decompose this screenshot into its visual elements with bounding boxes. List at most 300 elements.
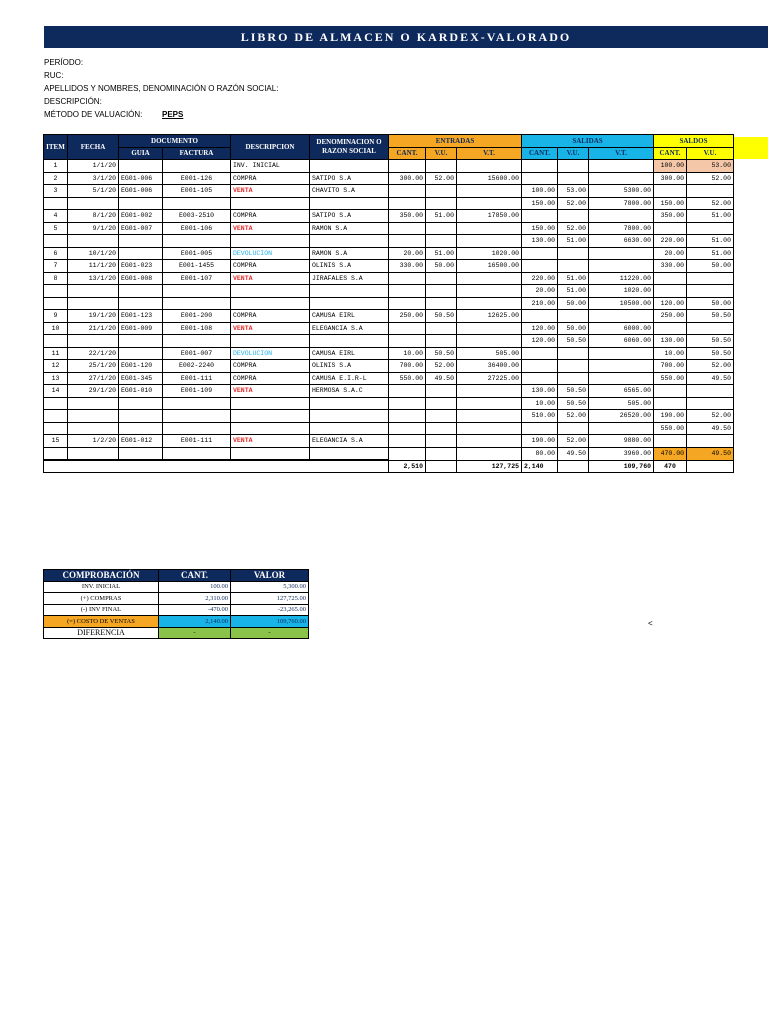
cell-item bbox=[44, 447, 68, 460]
cell-entradas-vu: 49.50 bbox=[426, 372, 457, 385]
cell-fecha: 3/1/20 bbox=[68, 172, 119, 185]
cell-guia bbox=[119, 447, 163, 460]
comprobacion-valor: 127,725.00 bbox=[231, 593, 309, 605]
cell-descripcion bbox=[231, 410, 310, 423]
cell-guia: EG01-012 bbox=[119, 435, 163, 448]
header-salidas: SALIDAS bbox=[522, 135, 654, 148]
cell-factura: E001-109 bbox=[163, 385, 231, 398]
cell-descripcion bbox=[231, 422, 310, 435]
cell-salidas-vu: 51.00 bbox=[558, 235, 589, 248]
cell-fecha: 1/2/20 bbox=[68, 435, 119, 448]
cell-entradas-vu bbox=[426, 297, 457, 310]
cell-guia bbox=[119, 285, 163, 298]
cell-guia: EG01-007 bbox=[119, 222, 163, 235]
cell-descripcion bbox=[231, 197, 310, 210]
metodo-label: MÉTODO DE VALUACIÓN: bbox=[44, 110, 143, 119]
cell-salidas-cant bbox=[522, 247, 558, 260]
cell-item bbox=[44, 397, 68, 410]
cell-entradas-cant bbox=[389, 422, 426, 435]
cell-factura bbox=[163, 335, 231, 348]
cell-entradas-cant: 350.00 bbox=[389, 210, 426, 223]
cell-entradas-vu bbox=[426, 447, 457, 460]
cell-factura: E001-005 bbox=[163, 247, 231, 260]
cell-fecha: 21/1/20 bbox=[68, 322, 119, 335]
cell-saldos-cant bbox=[654, 322, 687, 335]
cell-item bbox=[44, 297, 68, 310]
stray-caret: < bbox=[648, 619, 653, 628]
cell-item: 5 bbox=[44, 222, 68, 235]
cell-salidas-vt bbox=[589, 360, 654, 373]
cell-entradas-vt bbox=[457, 335, 522, 348]
table-row bbox=[44, 447, 734, 460]
cell-entradas-vt bbox=[457, 160, 522, 173]
cell-saldos-vu: 50.50 bbox=[687, 310, 734, 323]
cell-item: 8 bbox=[44, 272, 68, 285]
header-documento: DOCUMENTO bbox=[119, 135, 231, 148]
header-saldos-vu: V.U. bbox=[687, 147, 734, 160]
cell-salidas-vt bbox=[589, 160, 654, 173]
cell-saldos-vu bbox=[687, 272, 734, 285]
cell-salidas-vu: 50.50 bbox=[558, 397, 589, 410]
cell-entradas-vt bbox=[457, 297, 522, 310]
cell-salidas-vu: 52.00 bbox=[558, 222, 589, 235]
cell-salidas-cant: 130.00 bbox=[522, 235, 558, 248]
cell-descripcion: COMPRA bbox=[231, 372, 310, 385]
cell-factura: E001-126 bbox=[163, 172, 231, 185]
cell-guia bbox=[119, 335, 163, 348]
table-row bbox=[44, 322, 734, 335]
cell-razon-social: JIRAFALES S.A bbox=[310, 272, 389, 285]
cell-entradas-cant bbox=[389, 322, 426, 335]
cell-saldos-vu: 49.50 bbox=[687, 422, 734, 435]
cell-salidas-vt: 6630.00 bbox=[589, 235, 654, 248]
cell-salidas-cant: 220.00 bbox=[522, 272, 558, 285]
cell-entradas-vu bbox=[426, 385, 457, 398]
kardex-table bbox=[43, 134, 734, 473]
cell-saldos-cant: 120.00 bbox=[654, 297, 687, 310]
cell-entradas-cant bbox=[389, 447, 426, 460]
table-row bbox=[44, 235, 734, 248]
cell-razon-social: CAMUSA EIRL bbox=[310, 310, 389, 323]
header-salidas-vu: V.U. bbox=[558, 147, 589, 160]
cell-saldos-cant: 300.00 bbox=[654, 172, 687, 185]
cell-saldos-cant: 190.00 bbox=[654, 410, 687, 423]
cell-saldos-vu: 53.00 bbox=[687, 160, 734, 173]
cell-entradas-vu: 50.00 bbox=[426, 260, 457, 273]
cell-entradas-vt bbox=[457, 397, 522, 410]
cell-saldos-cant bbox=[654, 285, 687, 298]
cell-salidas-vu bbox=[558, 347, 589, 360]
cell-saldos-cant: 220.00 bbox=[654, 235, 687, 248]
cell-entradas-vu bbox=[426, 197, 457, 210]
table-row bbox=[44, 372, 734, 385]
cell-salidas-vu: 51.00 bbox=[558, 272, 589, 285]
table-row bbox=[44, 160, 734, 173]
cell-fecha: 9/1/20 bbox=[68, 222, 119, 235]
cell-factura: E001-1455 bbox=[163, 260, 231, 273]
cell-saldos-cant bbox=[654, 435, 687, 448]
costo-ventas-row bbox=[44, 616, 309, 628]
cell-factura: E001-106 bbox=[163, 222, 231, 235]
cell-guia: EG01-345 bbox=[119, 372, 163, 385]
cell-entradas-vu bbox=[426, 222, 457, 235]
cell-entradas-cant bbox=[389, 385, 426, 398]
cell-descripcion: VENTA bbox=[231, 322, 310, 335]
cell-salidas-cant bbox=[522, 372, 558, 385]
cell-salidas-vu: 49.50 bbox=[558, 447, 589, 460]
cell-razon-social bbox=[310, 160, 389, 173]
cell-salidas-vt bbox=[589, 260, 654, 273]
cell-entradas-vt bbox=[457, 197, 522, 210]
cell-guia: EG01-006 bbox=[119, 185, 163, 198]
cell-saldos-vu bbox=[687, 222, 734, 235]
cell-item: 9 bbox=[44, 310, 68, 323]
cell-saldos-cant: 330.00 bbox=[654, 260, 687, 273]
cell-fecha bbox=[68, 335, 119, 348]
cell-descripcion: VENTA bbox=[231, 435, 310, 448]
diferencia-label: DIFERENCIA bbox=[44, 627, 159, 639]
cell-factura: E001-200 bbox=[163, 310, 231, 323]
comprobacion-valor: -23,265.00 bbox=[231, 604, 309, 616]
cell-item: 7 bbox=[44, 260, 68, 273]
cell-salidas-vt bbox=[589, 422, 654, 435]
cell-entradas-cant bbox=[389, 197, 426, 210]
comprobacion-label: (=) COSTO DE VENTAS bbox=[44, 616, 159, 628]
cell-saldos-vu bbox=[687, 322, 734, 335]
cell-razon-social: ELEGANCIA S.A bbox=[310, 435, 389, 448]
header-fecha: FECHA bbox=[68, 135, 119, 160]
cell-entradas-vt: 17850.00 bbox=[457, 210, 522, 223]
cell-razon-social bbox=[310, 335, 389, 348]
cell-entradas-vu bbox=[426, 322, 457, 335]
cell-saldos-cant bbox=[654, 222, 687, 235]
cell-descripcion: VENTA bbox=[231, 185, 310, 198]
total-entradas-vt: 127,725 bbox=[457, 460, 522, 473]
cell-salidas-vu: 52.00 bbox=[558, 197, 589, 210]
cell-salidas-cant bbox=[522, 172, 558, 185]
table-row bbox=[44, 310, 734, 323]
cell-item: 3 bbox=[44, 185, 68, 198]
diferencia-cant: - bbox=[159, 627, 231, 639]
cell-razon-social: RAMON S.A bbox=[310, 222, 389, 235]
header-saldos: SALDOS bbox=[654, 135, 734, 148]
cell-saldos-vu: 50.00 bbox=[687, 297, 734, 310]
cell-entradas-cant bbox=[389, 272, 426, 285]
cell-guia bbox=[119, 235, 163, 248]
cell-guia bbox=[119, 297, 163, 310]
cell-entradas-cant: 20.00 bbox=[389, 247, 426, 260]
header-entradas-vu: V.U. bbox=[426, 147, 457, 160]
cell-salidas-vt bbox=[589, 172, 654, 185]
cell-salidas-cant bbox=[522, 347, 558, 360]
cell-entradas-vt: 16500.00 bbox=[457, 260, 522, 273]
cell-salidas-vt: 6060.00 bbox=[589, 335, 654, 348]
cell-descripcion: INV. INICIAL bbox=[231, 160, 310, 173]
cell-entradas-vu: 51.00 bbox=[426, 210, 457, 223]
cell-entradas-vu bbox=[426, 160, 457, 173]
metodo-value: PEPS bbox=[162, 110, 184, 119]
comprobacion-cant: -470.00 bbox=[159, 604, 231, 616]
cell-guia bbox=[119, 347, 163, 360]
header-denominacion: DENOMINACION O RAZON SOCIAL bbox=[310, 135, 389, 160]
cell-razon-social: HERMOSA S.A.C bbox=[310, 385, 389, 398]
cell-entradas-vu: 50.50 bbox=[426, 347, 457, 360]
cell-salidas-cant: 150.00 bbox=[522, 197, 558, 210]
cell-factura: E003-2510 bbox=[163, 210, 231, 223]
cell-fecha bbox=[68, 197, 119, 210]
cell-razon-social: OLINIS S.A bbox=[310, 260, 389, 273]
cell-saldos-vu bbox=[687, 385, 734, 398]
cell-saldos-vu: 49.50 bbox=[687, 447, 734, 460]
cell-salidas-vt: 9880.00 bbox=[589, 435, 654, 448]
cell-razon-social bbox=[310, 197, 389, 210]
table-row bbox=[44, 410, 734, 423]
cell-saldos-vu: 49.50 bbox=[687, 372, 734, 385]
cell-fecha bbox=[68, 422, 119, 435]
table-row bbox=[44, 197, 734, 210]
cell-guia: EG01-002 bbox=[119, 210, 163, 223]
cell-entradas-cant bbox=[389, 235, 426, 248]
cell-guia: EG01-010 bbox=[119, 385, 163, 398]
cell-saldos-vu: 52.00 bbox=[687, 197, 734, 210]
comprobacion-cant: 100.00 bbox=[159, 581, 231, 593]
cell-entradas-vt bbox=[457, 447, 522, 460]
cell-salidas-vu bbox=[558, 372, 589, 385]
table-row bbox=[44, 172, 734, 185]
cell-saldos-vu: 51.00 bbox=[687, 210, 734, 223]
cell-entradas-vu bbox=[426, 435, 457, 448]
cell-guia: EG01-006 bbox=[119, 172, 163, 185]
cell-entradas-cant bbox=[389, 435, 426, 448]
cell-razon-social: CAMUSA E.I.R-L bbox=[310, 372, 389, 385]
cell-saldos-cant: 550.00 bbox=[654, 422, 687, 435]
cell-salidas-vt: 7800.00 bbox=[589, 222, 654, 235]
cell-factura: E002-2240 bbox=[163, 360, 231, 373]
cell-factura: E001-107 bbox=[163, 272, 231, 285]
comprobacion-valor-header: VALOR bbox=[231, 570, 309, 582]
cell-salidas-vt: 6000.00 bbox=[589, 322, 654, 335]
cell-descripcion bbox=[231, 235, 310, 248]
cell-descripcion: VENTA bbox=[231, 222, 310, 235]
total-salidas-vt: 109,760 bbox=[589, 460, 654, 473]
cell-entradas-vt bbox=[457, 385, 522, 398]
cell-salidas-cant: 20.00 bbox=[522, 285, 558, 298]
cell-descripcion: COMPRA bbox=[231, 310, 310, 323]
cell-salidas-vu: 50.50 bbox=[558, 385, 589, 398]
cell-factura bbox=[163, 285, 231, 298]
cell-entradas-cant bbox=[389, 410, 426, 423]
cell-entradas-vu bbox=[426, 397, 457, 410]
cell-saldos-cant: 250.00 bbox=[654, 310, 687, 323]
cell-entradas-vt bbox=[457, 422, 522, 435]
diferencia-valor: - bbox=[231, 627, 309, 639]
ruc-label: RUC: bbox=[44, 71, 64, 80]
cell-fecha: 5/1/20 bbox=[68, 185, 119, 198]
cell-salidas-cant: 150.00 bbox=[522, 222, 558, 235]
cell-guia: EG01-123 bbox=[119, 310, 163, 323]
header-item: ITEM bbox=[44, 135, 68, 160]
cell-factura: E001-108 bbox=[163, 322, 231, 335]
cell-razon-social bbox=[310, 397, 389, 410]
cell-entradas-vt bbox=[457, 272, 522, 285]
cell-entradas-cant bbox=[389, 285, 426, 298]
cell-salidas-vu: 50.50 bbox=[558, 335, 589, 348]
cell-item: 14 bbox=[44, 385, 68, 398]
cell-razon-social: CHAVITO S.A bbox=[310, 185, 389, 198]
cell-descripcion: VENTA bbox=[231, 385, 310, 398]
table-row bbox=[44, 185, 734, 198]
cell-salidas-cant: 80.00 bbox=[522, 447, 558, 460]
cell-salidas-vt bbox=[589, 310, 654, 323]
cell-entradas-vt bbox=[457, 285, 522, 298]
cell-razon-social: OLINIS S.A bbox=[310, 360, 389, 373]
cell-salidas-cant bbox=[522, 310, 558, 323]
cell-descripcion: VENTA bbox=[231, 272, 310, 285]
cell-razon-social: ELEGANCIA S.A bbox=[310, 322, 389, 335]
cell-fecha bbox=[68, 297, 119, 310]
cell-salidas-cant: 210.00 bbox=[522, 297, 558, 310]
cell-salidas-vu: 53.00 bbox=[558, 185, 589, 198]
cell-salidas-vu bbox=[558, 210, 589, 223]
cell-saldos-cant: 20.00 bbox=[654, 247, 687, 260]
cell-item bbox=[44, 410, 68, 423]
cell-entradas-vu bbox=[426, 185, 457, 198]
cell-entradas-vt bbox=[457, 322, 522, 335]
cell-entradas-vt: 27225.00 bbox=[457, 372, 522, 385]
cell-salidas-vu bbox=[558, 172, 589, 185]
cell-guia bbox=[119, 247, 163, 260]
table-row bbox=[44, 210, 734, 223]
cell-fecha: 10/1/20 bbox=[68, 247, 119, 260]
cell-salidas-cant: 130.00 bbox=[522, 385, 558, 398]
cell-fecha: 25/1/20 bbox=[68, 360, 119, 373]
cell-razon-social bbox=[310, 422, 389, 435]
comprobacion-valor: 5,300.00 bbox=[231, 581, 309, 593]
cell-razon-social: RAMON S.A bbox=[310, 247, 389, 260]
cell-entradas-cant bbox=[389, 222, 426, 235]
cell-item: 4 bbox=[44, 210, 68, 223]
cell-salidas-vt: 10500.00 bbox=[589, 297, 654, 310]
cell-entradas-vt: 36400.00 bbox=[457, 360, 522, 373]
cell-fecha bbox=[68, 285, 119, 298]
cell-fecha bbox=[68, 447, 119, 460]
table-row bbox=[44, 347, 734, 360]
cell-salidas-cant: 120.00 bbox=[522, 335, 558, 348]
cell-salidas-vu bbox=[558, 422, 589, 435]
table-row bbox=[44, 385, 734, 398]
cell-salidas-vt: 7800.00 bbox=[589, 197, 654, 210]
header-entradas-cant: CANT. bbox=[389, 147, 426, 160]
comprobacion-row bbox=[44, 593, 309, 605]
comprobacion-cant: 2,140.00 bbox=[159, 616, 231, 628]
comprobacion-row bbox=[44, 581, 309, 593]
table-row bbox=[44, 422, 734, 435]
cell-salidas-vu bbox=[558, 310, 589, 323]
cell-factura bbox=[163, 160, 231, 173]
cell-descripcion bbox=[231, 447, 310, 460]
cell-razon-social bbox=[310, 285, 389, 298]
cell-salidas-vt: 1020.00 bbox=[589, 285, 654, 298]
cell-descripcion: DEVOLUCION bbox=[231, 347, 310, 360]
cell-factura: E001-007 bbox=[163, 347, 231, 360]
cell-descripcion bbox=[231, 397, 310, 410]
table-row bbox=[44, 222, 734, 235]
cell-salidas-vu: 52.00 bbox=[558, 435, 589, 448]
cell-entradas-vt bbox=[457, 410, 522, 423]
cell-item: 2 bbox=[44, 172, 68, 185]
cell-entradas-cant: 550.00 bbox=[389, 372, 426, 385]
cell-saldos-cant: 350.00 bbox=[654, 210, 687, 223]
cell-entradas-vu bbox=[426, 410, 457, 423]
cell-razon-social: SATIPO S.A bbox=[310, 210, 389, 223]
comprobacion-cant: 2,310.00 bbox=[159, 593, 231, 605]
header-salidas-vt: V.T. bbox=[589, 147, 654, 160]
cell-saldos-cant bbox=[654, 385, 687, 398]
cell-fecha: 11/1/20 bbox=[68, 260, 119, 273]
totals-row bbox=[44, 460, 734, 473]
descripcion-label: DESCRIPCIÓN: bbox=[44, 97, 102, 106]
cell-saldos-cant: 470.00 bbox=[654, 447, 687, 460]
comprobacion-label: (-) INV FINAL bbox=[44, 604, 159, 616]
cell-fecha bbox=[68, 397, 119, 410]
header-guia: GUIA bbox=[119, 147, 163, 160]
cell-salidas-cant: 190.00 bbox=[522, 435, 558, 448]
cell-entradas-cant bbox=[389, 185, 426, 198]
cell-entradas-vt bbox=[457, 185, 522, 198]
cell-descripcion bbox=[231, 285, 310, 298]
table-row bbox=[44, 435, 734, 448]
cell-entradas-vu bbox=[426, 422, 457, 435]
cell-descripcion bbox=[231, 335, 310, 348]
header-saldos-cant: CANT. bbox=[654, 147, 687, 160]
header-factura: FACTURA bbox=[163, 147, 231, 160]
cell-salidas-vu: 50.00 bbox=[558, 322, 589, 335]
comprobacion-label: INV. INICIAL bbox=[44, 581, 159, 593]
cell-factura: E001-111 bbox=[163, 435, 231, 448]
cell-salidas-vu bbox=[558, 260, 589, 273]
cell-saldos-cant: 700.00 bbox=[654, 360, 687, 373]
cell-factura bbox=[163, 447, 231, 460]
razon-social-label: APELLIDOS Y NOMBRES, DENOMINACIÓN O RAZÓN SOCIAL: bbox=[44, 84, 279, 93]
cell-saldos-cant bbox=[654, 185, 687, 198]
cell-entradas-cant bbox=[389, 297, 426, 310]
cell-entradas-vu: 52.00 bbox=[426, 360, 457, 373]
cell-entradas-vu bbox=[426, 235, 457, 248]
cell-salidas-vt: 26520.00 bbox=[589, 410, 654, 423]
cell-factura: E001-111 bbox=[163, 372, 231, 385]
cell-entradas-vu bbox=[426, 285, 457, 298]
cell-salidas-cant bbox=[522, 210, 558, 223]
cell-salidas-cant: 100.00 bbox=[522, 185, 558, 198]
cell-entradas-vu: 51.00 bbox=[426, 247, 457, 260]
cell-razon-social bbox=[310, 235, 389, 248]
cell-guia: EG01-120 bbox=[119, 360, 163, 373]
cell-salidas-cant: 510.00 bbox=[522, 410, 558, 423]
cell-item bbox=[44, 235, 68, 248]
table-row bbox=[44, 260, 734, 273]
cell-fecha: 29/1/20 bbox=[68, 385, 119, 398]
cell-salidas-vt: 505.00 bbox=[589, 397, 654, 410]
cell-salidas-vt: 6565.00 bbox=[589, 385, 654, 398]
cell-salidas-vt: 5300.00 bbox=[589, 185, 654, 198]
cell-factura bbox=[163, 297, 231, 310]
total-saldos-cant: 470 bbox=[654, 460, 687, 473]
table-row bbox=[44, 397, 734, 410]
cell-guia bbox=[119, 397, 163, 410]
cell-salidas-vu: 50.00 bbox=[558, 297, 589, 310]
total-entradas-cant: 2,510 bbox=[389, 460, 426, 473]
cell-item bbox=[44, 285, 68, 298]
